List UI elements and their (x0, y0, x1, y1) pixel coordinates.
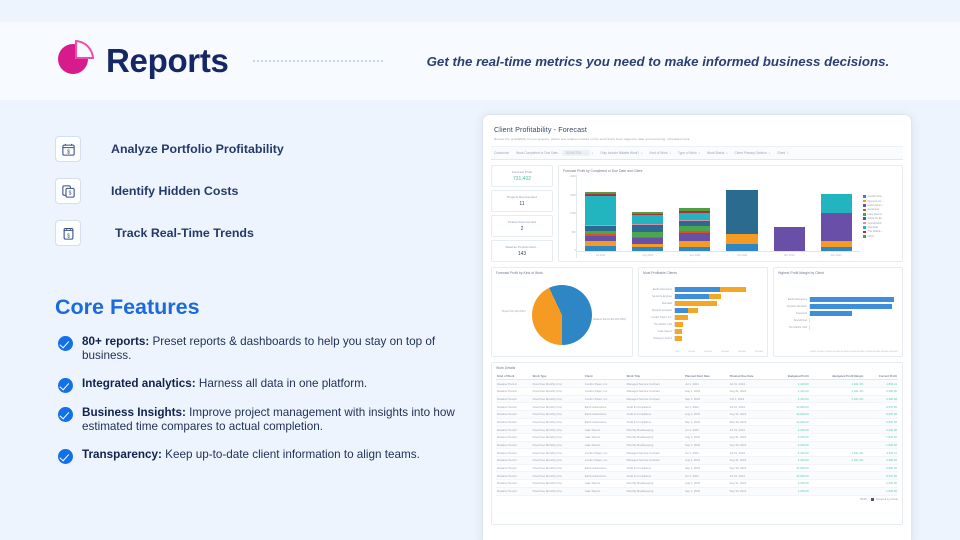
svg-text:$: $ (66, 232, 70, 239)
bullet-term: Business Insights: (82, 405, 186, 419)
bar-row: Facebook (779, 311, 898, 317)
bar-row: Santa Fe Engines (644, 293, 763, 299)
bar-row: Earth Adventures (644, 286, 763, 292)
bar-column (632, 175, 663, 251)
left-content-column (0, 100, 480, 540)
stacked-bar-legend (860, 175, 898, 258)
chevron-down-icon: ▾ (698, 151, 701, 155)
calendar-dollar-icon (55, 136, 81, 162)
bar-row: Lake Savers (644, 328, 763, 334)
table-column-header[interactable]: Planned Start Date (684, 372, 729, 380)
table-column-header[interactable]: Work Type (532, 372, 584, 380)
table-row[interactable]: Retainer Period Fixed Fee Monthly (Inv) Earth Adventures Audit & Compliance Sep 1, 2024 Sep 30, 2024 10,200.00 8,830.00 (497, 466, 897, 471)
feature-row (55, 128, 284, 170)
table-column-header[interactable]: Planned Due Date (729, 372, 772, 380)
svg-text:$: $ (68, 190, 71, 197)
table-column-header[interactable]: Work Title (626, 372, 684, 380)
table-row[interactable]: Retainer Period Fixed Fee Monthly (Inv) Conifer Paper, Inc. Managed Service Contract Jul 1, 2024 Jul 31, 2024 4,410.00 1,041.3% 3,394.11 (497, 450, 897, 455)
pie-label-project: Project 311,120 (43%) (502, 310, 526, 314)
work-details-table: Work Details Kind of Work Work Type Client Work Title Planned Start Date Planned Due Date Budgeted Profit Budgeted Profit Margin Current Profit Retainer Period Fixed Fee Monthly (Inv) Conifer Paper, Inc. Managed Service Contract Jul 1, 2024 Jul 31, 2024 4,410.00 1,041.3% 1,834.11 Retainer Period Fixed Fee Monthly (Inv) Conifer Paper, Inc. Managed Service Contract Aug 1, 2024 Aug 31, 2024 4,410.00 1,041.3% 3,390.00 Retainer Period Fixed Fee Monthly (Inv) Conifer Paper, Inc. Managed Service Contract Sep 1, 2024 Oct 1, 2024 4,410.00 1,041.3% 3,392.00 Retainer Period Fixed Fee Monthly (Inv) Earth Adventures Audit & Compliance Jul 1, 2024 Jul 31, 2024 10,200.00 9,370.00 Retainer Period Fixed Fee Monthly (Inv) Earth Adventures Audit & Compliance Aug 1, 2024 Aug 31, 2024 10,200.00 8,670.00 Retainer Period Fixed Fee Monthly (Inv) Earth Adventures Audit & Compliance Sep 1, 2024 Sep 30, 2024 10,200.00 8,830.00 Retainer Period Fixed Fee Monthly (Inv) Lake Savers Monthly Bookkeeping Jul 1, 2024 Jul 31, 2024 2,230.00 2,230.00 Retainer Period Fixed Fee Monthly (Inv) Lake Savers Monthly Bookkeeping Aug 1, 2024 Aug 31, 2024 2,230.00 1,830.00 Retainer Period Fixed Fee Monthly (Inv) Lake Savers Monthly Bookkeeping Sep 1, 2024 Sep 30, 2024 2,230.00 1,630.00 Retainer Period Fixed Fee Monthly (Inv) Conifer Paper, Inc. Managed Service Contract Jul 1, 2024 Jul 31, 2024 4,410.00 1,041.3% 3,394.11 Retainer Period Fixed Fee Monthly (Inv) Conifer Paper, Inc. Managed Service Contract Aug 1, 2024 Aug 31, 2024 4,410.00 1,041.3% 3,390.00 Retainer Period Fixed Fee Monthly (Inv) Earth Adventures Audit & Compliance Sep 1, 2024 Sep 30, 2024 10,200.00 8,830.00 Retainer Period Fixed Fee Monthly (Inv) Earth Adventures Audit & Compliance Jul 1, 2024 Jul 31, 2024 10,200.00 8,370.00 Retainer Period Fixed Fee Monthly (Inv) Lake Savers Monthly Bookkeeping Aug 1, 2024 Aug 31, 2024 2,230.00 2,230.00 Retainer Period Fixed Fee Monthly (Inv) Lake Savers Monthly Bookkeeping Sep 1, 2024 Sep 30, 2024 2,230.00 1,630.00 99.8% Powered by Accelo (491, 362, 903, 525)
pie-chart-card: Forecast Profit by Kind of Work Project 311,120 (43%) Retainer Period 404,915 (56%) (491, 267, 633, 357)
table-column-header[interactable]: Current Profit (864, 372, 898, 380)
bullet-text: Keep up-to-date client information to align teams. (161, 447, 420, 461)
bullet-term: Transparency: (82, 447, 162, 461)
table-header-row (496, 372, 898, 380)
table-column-header[interactable]: Budgeted Profit (771, 372, 809, 380)
bar-row: Standard (644, 300, 763, 306)
table-row[interactable]: Retainer Period Fixed Fee Monthly (Inv) Lake Savers Monthly Bookkeeping Aug 1, 2024 Aug 31, 2024 2,230.00 1,830.00 (497, 435, 897, 440)
bar-row: Dynamic Aerotech (779, 304, 898, 310)
receipt-dollar-icon (55, 220, 81, 246)
bullet-text: Harness all data in one platform. (195, 376, 368, 390)
feature-row (55, 212, 284, 254)
kpi-column (491, 165, 553, 262)
stacked-bar-yaxis: 200K 150K 100K 50K 0 (570, 175, 576, 252)
check-circle-icon (58, 336, 73, 351)
table-row[interactable]: Retainer Period Fixed Fee Monthly (Inv) Conifer Paper, Inc. Managed Service Contract Aug 1, 2024 Aug 31, 2024 4,410.00 1,041.3% 3,390.00 (497, 389, 897, 394)
brand-logo (58, 40, 98, 82)
bar-row: Earth Adventures (779, 297, 898, 303)
legend-item: Facebook (863, 208, 898, 211)
core-features-list (58, 335, 458, 477)
list-item (58, 335, 458, 364)
powered-by-badge: Powered by Accelo (871, 498, 898, 501)
check-circle-icon (58, 407, 73, 422)
bar-row: Conifer Paper, Inc. (644, 314, 763, 320)
bullet-text: Preset reports & dashboards to help you stay on top of business. (82, 335, 436, 363)
bar-column (585, 175, 616, 251)
chevron-down-icon: ▾ (669, 151, 671, 155)
feature-row (55, 170, 284, 212)
kind-of-work-pie (532, 285, 592, 345)
filter-client-division[interactable]: Client Primary Division ▾ (734, 151, 771, 155)
legend-item: Standard (863, 226, 898, 229)
legend-item: Santa Fe En... (863, 217, 898, 220)
list-item (58, 377, 458, 393)
dashboard-preview (482, 114, 912, 540)
table-column-header[interactable]: Budgeted Profit Margin (810, 372, 865, 380)
dashboard-title: Client Profitability - Forecast (494, 125, 587, 134)
table (496, 372, 898, 496)
pie-label-retainer: Retainer Period 404,915 (56%) (593, 318, 626, 322)
dashboard-row-middle (491, 267, 903, 357)
check-circle-icon (58, 449, 73, 464)
legend-item: Other (863, 235, 898, 238)
kpi-card: Projects Represented 11 (491, 190, 553, 212)
filter-customize[interactable]: Customize (494, 151, 510, 155)
page-header (0, 22, 960, 100)
legend-item: Earth Adven... (863, 204, 898, 207)
list-item (58, 406, 458, 435)
bar-column (774, 175, 805, 251)
page-title: Reports (106, 42, 229, 79)
bar-row: Delaney's Farms (644, 335, 763, 341)
chevron-down-icon: ▾ (591, 151, 594, 155)
stacked-bar-plot: Jul 2024 Aug 2024 Sep 2024 Oct 2024 Nov 2024 Dec 2024 (576, 175, 860, 258)
table-row[interactable]: Retainer Period Fixed Fee Monthly (Inv) Lake Savers Monthly Bookkeeping Jul 1, 2024 Jul 31, 2024 2,230.00 2,230.00 (497, 427, 897, 432)
bar-column (821, 175, 852, 251)
table-column-header[interactable]: Client (584, 372, 626, 380)
highest-profit-margin-chart: Highest Profit Margin by Client Earth Adventures Dynamic Aerotech Facebook Soundcloud The Marble Yard 0.00% 10.00% 20.00% 30.00% 40.00% 50.00% 60.00% 70.00% 80.00% 90.00% 100.00% (773, 267, 903, 357)
bullet-term: 80+ reports: (82, 335, 150, 348)
dashboard-filter-bar[interactable] (491, 146, 903, 160)
stacked-bar-chart: Forecast Profit by Completed or Due Date and Client 200K 150K 100K 50K 0 Jul 2024 Aug 2024 Sep 2024 Oct 2024 Nov 2024 Dec 2024 Conifer Pap... Dynamic Ac... Earth Adven... Facebook Lake Savers Santa Fe En... Soundcloud Standard The Marble ... Other (558, 165, 903, 262)
bar-column (679, 175, 710, 251)
table-row[interactable]: Retainer Period Fixed Fee Monthly (Inv) Conifer Paper, Inc. Managed Service Contract Sep 1, 2024 Oct 1, 2024 4,410.00 1,041.3% 3,392.00 (497, 396, 897, 401)
legend-item: The Marble ... (863, 230, 898, 233)
table-row[interactable]: Retainer Period Fixed Fee Monthly (Inv) Earth Adventures Audit & Compliance Sep 1, 2024 Sep 30, 2024 10,200.00 8,830.00 (497, 419, 897, 424)
table-row[interactable]: Retainer Period Fixed Fee Monthly (Inv) Conifer Paper, Inc. Managed Service Contract Aug 1, 2024 Aug 31, 2024 4,410.00 1,041.3% 3,390.00 (497, 458, 897, 463)
filter-kind-of-work[interactable]: Kind of Work ▾ (649, 151, 671, 155)
bar-row: The Marble Yard (644, 321, 763, 327)
bar-row: The Marble Yard (779, 325, 898, 331)
feature-label: Track Real-Time Trends (115, 226, 254, 240)
dashboard-row-top (491, 165, 903, 262)
svg-text:$: $ (66, 148, 70, 155)
chevron-down-icon: ▾ (641, 151, 643, 155)
kpi-card: Tickets Represented 2 (491, 215, 553, 237)
table-row[interactable]: Retainer Period Fixed Fee Monthly (Inv) Conifer Paper, Inc. Managed Service Contract Jul 1, 2024 Jul 31, 2024 4,410.00 1,041.3% 1,834.11 (497, 381, 897, 386)
table-row[interactable]: Retainer Period Fixed Fee Monthly (Inv) Lake Savers Monthly Bookkeeping Sep 1, 2024 Sep 30, 2024 2,230.00 1,630.00 (497, 443, 897, 448)
kpi-card: Retainer Periods Repr... 143 (491, 240, 553, 262)
legend-item: Conifer Pap... (863, 195, 898, 198)
filter-type-of-work[interactable]: Type of Work ▾ (678, 151, 701, 155)
legend-item: Soundcloud (863, 222, 898, 225)
legend-item: Dynamic Ac... (863, 200, 898, 203)
table-column-header[interactable]: Kind of Work (496, 372, 532, 380)
chevron-down-icon: ▾ (768, 151, 771, 155)
feature-highlights (55, 128, 284, 254)
bar-column (726, 175, 757, 251)
dashboard-subtitle: Review the profitability of your projects, tickets and retainers based on the work that's been logged to date and upcoming, scheduled work. (494, 137, 691, 141)
table-row[interactable]: Retainer Period Fixed Fee Monthly (Inv) Lake Savers Monthly Bookkeeping Aug 1, 2024 Aug 31, 2024 2,230.00 2,230.00 (497, 481, 897, 486)
header-tagline: Get the real-time metrics you need to make informed business decisions. (426, 53, 890, 69)
bar-row: Dynamic Aerotech (644, 307, 763, 313)
bullet-text: Improve project management with insights into how estimated time compares to actual completion. (82, 405, 455, 434)
table-row[interactable]: Retainer Period Fixed Fee Monthly (Inv) Lake Savers Monthly Bookkeeping Sep 1, 2024 Sep 30, 2024 2,230.00 1,630.00 (497, 489, 897, 494)
chevron-down-icon: ▾ (726, 151, 728, 155)
filter-billable[interactable]: Only Include Billable Work? ▾ (600, 151, 643, 155)
most-profitable-clients-chart: Most Profitable Clients Earth Adventures Santa Fe Engines Standard Dynamic Aerotech Conifer Paper, Inc. The Marble Yard Lake Savers Delaney's Farms 0.00 50,000 100,000 150,000 200,000 250,000 (638, 267, 768, 357)
table-row[interactable]: Retainer Period Fixed Fee Monthly (Inv) Earth Adventures Audit & Compliance Jul 1, 2024 Jul 31, 2024 10,200.00 8,370.00 (497, 473, 897, 478)
filter-work-status[interactable]: Work Status ▾ (707, 151, 728, 155)
table-row[interactable]: Retainer Period Fixed Fee Monthly (Inv) Earth Adventures Audit & Compliance Aug 1, 2024 Aug 31, 2024 10,200.00 8,670.00 (497, 412, 897, 417)
table-row[interactable]: Retainer Period Fixed Fee Monthly (Inv) Earth Adventures Audit & Compliance Jul 1, 2024 Jul 31, 2024 10,200.00 9,370.00 (497, 404, 897, 409)
filter-date-range[interactable]: Work Completed or Due Date... 2024/07/01 - ... ▾ (516, 151, 594, 155)
kpi-card: Forecast Profit 731,402 (491, 165, 553, 187)
legend-item: Lake Savers (863, 213, 898, 216)
documents-dollar-icon (55, 178, 81, 204)
header-divider (253, 60, 383, 62)
core-features-heading: Core Features (55, 295, 200, 319)
bar-row: Soundcloud (779, 318, 898, 324)
feature-label: Identify Hidden Costs (111, 184, 239, 198)
feature-label: Analyze Portfolio Profitability (111, 142, 284, 156)
table-footer: 99.8% Powered by Accelo (860, 497, 898, 501)
filter-client[interactable]: Client ▾ (777, 151, 789, 155)
list-item (58, 448, 458, 464)
check-circle-icon (58, 378, 73, 393)
bullet-term: Integrated analytics: (82, 376, 196, 390)
pie-chart-icon (58, 40, 96, 78)
chevron-down-icon: ▾ (787, 151, 789, 155)
